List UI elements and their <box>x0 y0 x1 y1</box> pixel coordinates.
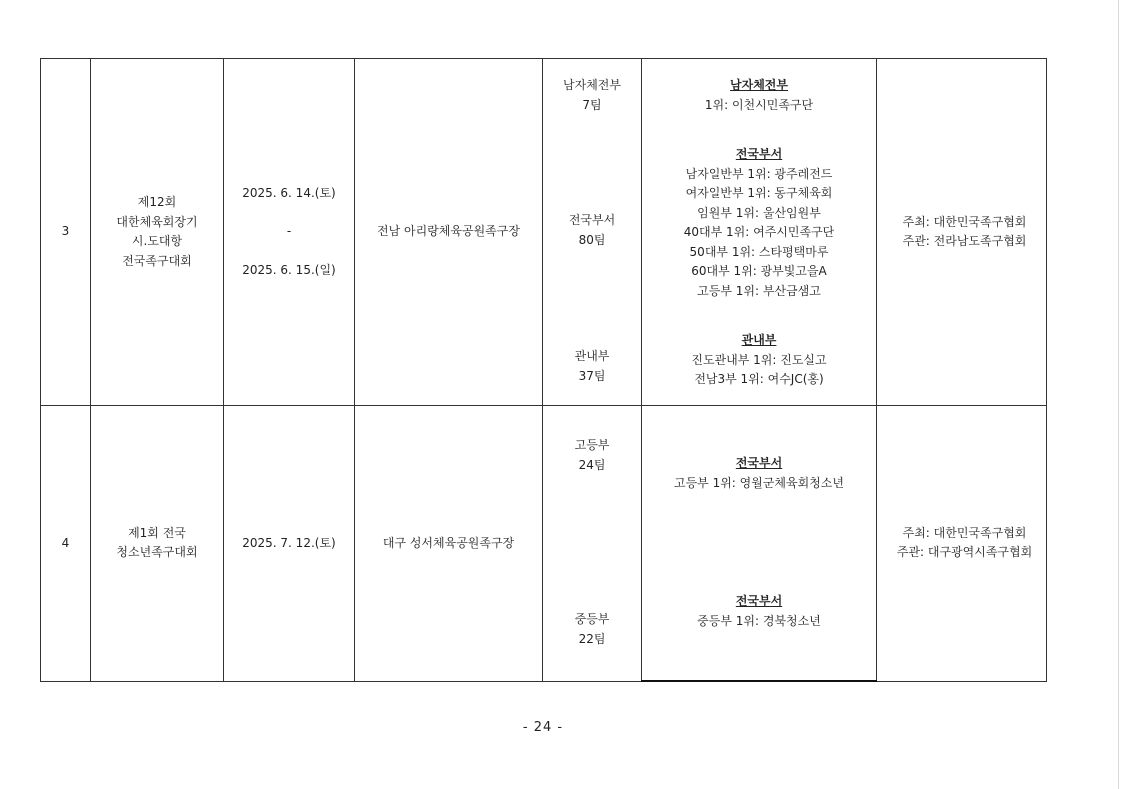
page-edge <box>1118 0 1119 789</box>
division-entry: 중등부 22팀 <box>574 612 610 646</box>
row-number: 4 <box>41 406 91 682</box>
result-group: 남자체전부 1위: 이천시민족구단 <box>704 78 814 112</box>
event-name: 제12회 대한체육회장기 시.도대항 전국족구대회 <box>91 59 224 406</box>
page-number: - 24 - <box>522 720 564 735</box>
result-group: 관내부 진도관내부 1위: 진도실고 전남3부 1위: 여수JC(홍) <box>691 333 827 386</box>
division-entry: 남자체전부 7팀 <box>563 78 621 112</box>
divisions-cell <box>543 406 642 682</box>
results-table <box>40 58 1047 682</box>
division-entry: 관내부 37팀 <box>574 349 610 383</box>
division-entry: 고등부 24팀 <box>574 438 610 472</box>
results-cell <box>642 406 877 682</box>
event-venue: 대구 성서체육공원족구장 <box>355 406 543 682</box>
result-group: 전국부서 남자일반부 1위: 광주레전드 여자일반부 1위: 동구체육회 임원부 1위: 울산임원부 40대부 1위: 여주시민족구단 50대부 1위: 스타평택마루 60대부 1위: 광부빛고을A 고등부 1위: 부산금샘고 <box>683 147 835 298</box>
row-number: 3 <box>41 59 91 406</box>
division-entry: 전국부서 80팀 <box>568 213 616 247</box>
result-group: 전국부서 고등부 1위: 영월군체육회청소년 <box>673 456 844 490</box>
organizers: 주최: 대한민국족구협회 주관: 전라남도족구협회 <box>877 59 1047 406</box>
event-date: 2025. 6. 14.(토) - 2025. 6. 15.(일) <box>224 59 355 406</box>
divisions-cell <box>543 59 642 406</box>
result-group: 전국부서 중등부 1위: 경북청소년 <box>697 594 821 628</box>
table-row <box>41 59 1047 406</box>
event-name: 제1회 전국 청소년족구대회 <box>91 406 224 682</box>
organizers: 주최: 대한민국족구협회 주관: 대구광역시족구협회 <box>877 406 1047 682</box>
table-row <box>41 406 1047 682</box>
event-date: 2025. 7. 12.(토) <box>224 406 355 682</box>
event-venue: 전남 아리랑체육공원족구장 <box>355 59 543 406</box>
results-cell <box>642 59 877 406</box>
